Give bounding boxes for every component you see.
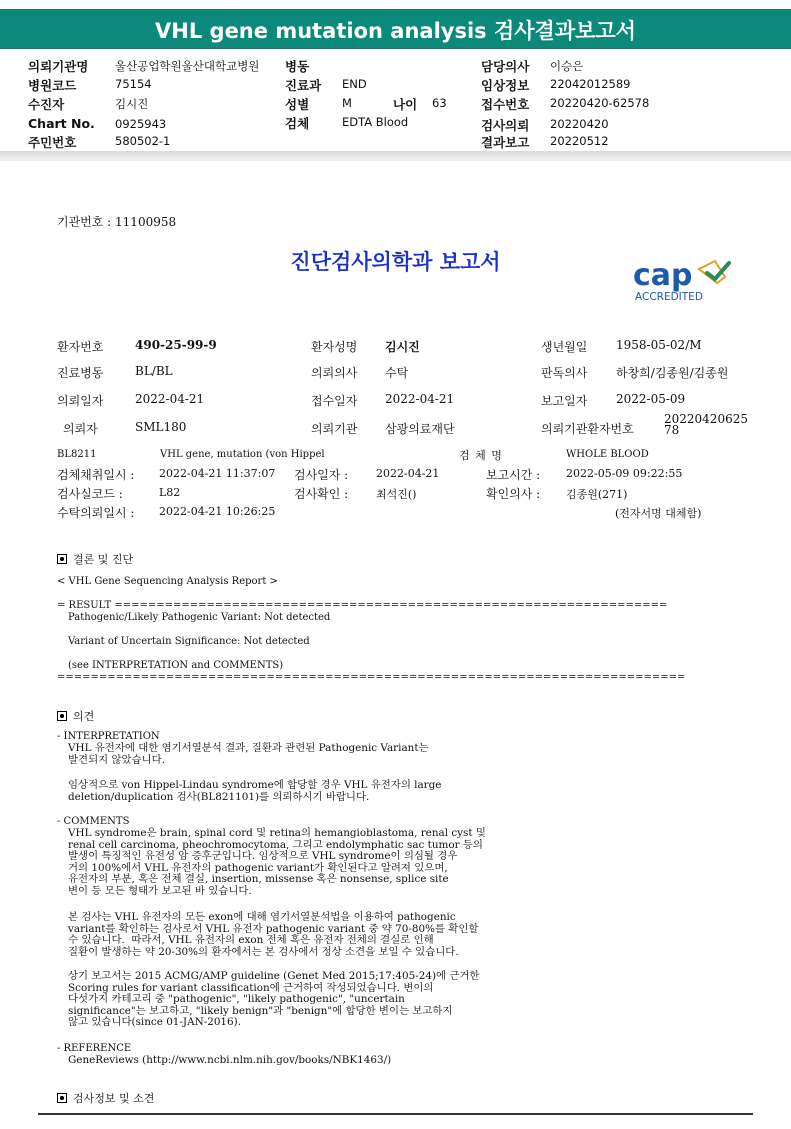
labcode-label: 검사실코드 : [57, 487, 123, 501]
comments-text-1: VHL syndrome은 brain, spinal cord 및 retina의 hemangioblastoma, renal cyst 및 renal cell carcinoma, pheochromocytoma, 그리고 endolymphatic sac tumor 등의 발생이 특징적인 유전성 암 증후군입니다. 임상적으로 VHL syndrome이 의심될 경우 거의 100%에서 VHL 유전자의 pathogenic variant가 확인된다고 알려져 있으며, 유전자의 부분, 혹은 전체 결실, insertion, missense 혹은 nonsense, splice site 변이 등 모든 형태가 보고된 바 있습니다. [68, 827, 486, 897]
info-value: 수탁 [385, 366, 409, 380]
info-value: 2022042062578 [664, 412, 748, 437]
comments-text-3: 상기 보고서는 2015 ACMG/AMP guideline (Genet Med 2015;17:405-24)에 근거한 Scoring rules for variant classification에 근거하여 작성되었습니다. 변이의 다섯가지 카테고리 중 "pathogenic", "likely pathogenic", "uncertain significance"는 보고하고, "likely benign"과 "benign"에 합당한 변이는 보고하지 않고 있습니다(since 01-JAN-2016). [68, 970, 480, 1029]
header-label: 의뢰기관명 [28, 59, 89, 74]
info-value: 하창희/김종원/김종원 [616, 366, 729, 380]
header-value: END [342, 77, 367, 91]
header-label: Chart No. [28, 116, 95, 131]
header-value: M [342, 96, 352, 110]
interpretation-text-1: VHL 유전자에 대한 염기서열분석 결과, 질환과 관련된 Pathogenic Variant는 발견되지 않았습니다. [68, 742, 429, 766]
info-label: 의뢰기관환자번호 [541, 422, 634, 436]
header-value: 울산공업학원울산대학교병원 [115, 59, 260, 73]
institution-number: 기관번호 : 11100958 [57, 215, 177, 229]
comments-heading: - COMMENTS [57, 816, 130, 827]
cap-accredited-logo [629, 257, 739, 305]
age-value: 63 [432, 96, 447, 110]
test-info-heading: 검사정보 및 소견 [57, 1090, 154, 1106]
confirm-value: 최석진() [376, 488, 417, 501]
header-label: 수진자 [28, 97, 65, 112]
info-label: 생년월일 [541, 340, 588, 354]
header-label: 성별 [285, 97, 310, 112]
interpretation-text-2: 임상적으로 von Hippel-Lindau syndrome에 합당할 경우 VHL 유전자의 large deletion/duplication 검사(BL821101)를 의뢰하시기 바랍니다. [68, 779, 442, 803]
header-value: 김시진 [115, 97, 149, 111]
specimen-label: 검 체 명 [459, 449, 503, 462]
test-name: VHL gene, mutation (von Hippel [160, 449, 325, 460]
request-value: 2022-04-21 10:26:25 [159, 505, 276, 518]
info-value: 2022-05-09 [616, 392, 686, 406]
info-label: 환자번호 [57, 340, 104, 354]
info-label: 접수일자 [311, 394, 358, 408]
info-value: SML180 [135, 420, 187, 434]
info-label: 진료병동 [57, 366, 104, 380]
result-separator: = RESULT ================================================================== [57, 600, 668, 611]
header-label: 진료과 [285, 78, 322, 93]
testdate-label: 검사일자 : [294, 468, 349, 482]
cap-accredited-text: ACCREDITED [635, 291, 703, 303]
info-value: 2022-04-21 [135, 392, 205, 406]
reference-heading: - REFERENCE [57, 1043, 132, 1054]
header-label: 병원코드 [28, 78, 77, 93]
report-title: 진단검사의학과 보고서 [290, 249, 501, 274]
opinion-heading: 의견 [57, 708, 94, 724]
confirm-doctor-label: 확인의사 : [486, 487, 541, 501]
header-value: 20220512 [550, 134, 609, 148]
specimen-value: WHOLE BLOOD [566, 449, 649, 460]
bottom-rule [38, 1113, 753, 1115]
banner-title: VHL gene mutation analysis 검사결과보고서 [155, 19, 636, 43]
test-code: BL8211 [57, 449, 97, 460]
request-label: 수탁의뢰일시 : [57, 506, 135, 520]
result-see: (see INTERPRETATION and COMMENTS) [68, 660, 284, 671]
info-label: 의뢰자 [63, 422, 98, 436]
info-label: 판독의사 [541, 366, 588, 380]
info-label: 보고일자 [541, 394, 588, 408]
header-label: 담당의사 [481, 59, 530, 74]
header-value: 이승은 [550, 59, 584, 73]
info-value: 1958-05-02/M [616, 338, 702, 352]
header-label: 결과보고 [481, 135, 530, 150]
reporttime-value: 2022-05-09 09:22:55 [566, 467, 683, 480]
square-bullet-icon [57, 711, 67, 721]
report-banner [0, 9, 791, 49]
cap-logo-text: cap [633, 258, 693, 293]
header-label: 접수번호 [481, 97, 530, 112]
info-value: BL/BL [135, 364, 173, 378]
header-label: 임상정보 [481, 78, 530, 93]
header-value: 20220420-62578 [550, 96, 650, 110]
info-value: 2022-04-21 [385, 392, 455, 406]
labcode-value: L82 [159, 486, 181, 499]
info-label: 의뢰기관 [311, 422, 358, 436]
info-value: 김시진 [385, 340, 420, 354]
testdate-value: 2022-04-21 [376, 467, 440, 480]
result-vus: Variant of Uncertain Significance: Not detected [68, 636, 310, 647]
header-separator [0, 151, 791, 161]
info-label: 의뢰일자 [57, 394, 104, 408]
result-end-separator: =========================================================================== [57, 672, 686, 683]
info-value: 490-25-99-9 [135, 338, 217, 352]
collect-label: 검체채취일시 : [57, 468, 135, 482]
header-value: 22042012589 [550, 77, 631, 91]
reference-text: GeneReviews (http://www.ncbi.nlm.nih.gov/books/NBK1463/) [68, 1054, 392, 1066]
comments-text-2: 본 검사는 VHL 유전자의 모든 exon에 대해 염기서열분석법을 이용하여 pathogenic variant를 확인하는 검사로서 VHL 유전자 pathogenic variant 중 약 70-80%를 확인할 수 있습니다. 따라서, VHL 유전자의 exon 전체 혹은 유전자 전체의 결실로 인해 질환이 발생하는 약 20-30%의 환자에서는 본 검사에서 정상 소견을 보일 수 있습니다. [68, 911, 479, 958]
interpretation-heading: - INTERPRETATION [57, 731, 160, 742]
header-value: 0925943 [115, 117, 167, 131]
square-bullet-icon [57, 1093, 67, 1103]
confirm-label: 검사확인 : [294, 487, 349, 501]
reporttime-label: 보고시간 : [486, 468, 541, 482]
conclusion-heading: 결론 및 진단 [57, 551, 133, 567]
header-label: 검사의뢰 [481, 118, 530, 133]
info-label: 의뢰의사 [311, 366, 358, 380]
collect-value: 2022-04-21 11:37:07 [159, 467, 276, 480]
header-label: 검체 [285, 116, 310, 131]
esign-note: (전자서명 대체함) [615, 507, 702, 520]
sequencing-report-title: < VHL Gene Sequencing Analysis Report > [57, 576, 278, 587]
header-value: 75154 [115, 77, 152, 91]
header-label: 병동 [285, 59, 310, 74]
info-value: 삼광의료재단 [385, 422, 455, 436]
age-label: 나이 [393, 97, 418, 112]
result-pathogenic: Pathogenic/Likely Pathogenic Variant: Not detected [68, 612, 331, 623]
header-label: 주민번호 [28, 135, 77, 150]
info-label: 환자성명 [311, 340, 358, 354]
header-value: 580502-1 [115, 134, 171, 148]
header-value: 20220420 [550, 117, 609, 131]
square-bullet-icon [57, 554, 67, 564]
header-value: EDTA Blood [342, 115, 409, 129]
confirm-doctor-value: 김종원(271) [566, 488, 628, 501]
